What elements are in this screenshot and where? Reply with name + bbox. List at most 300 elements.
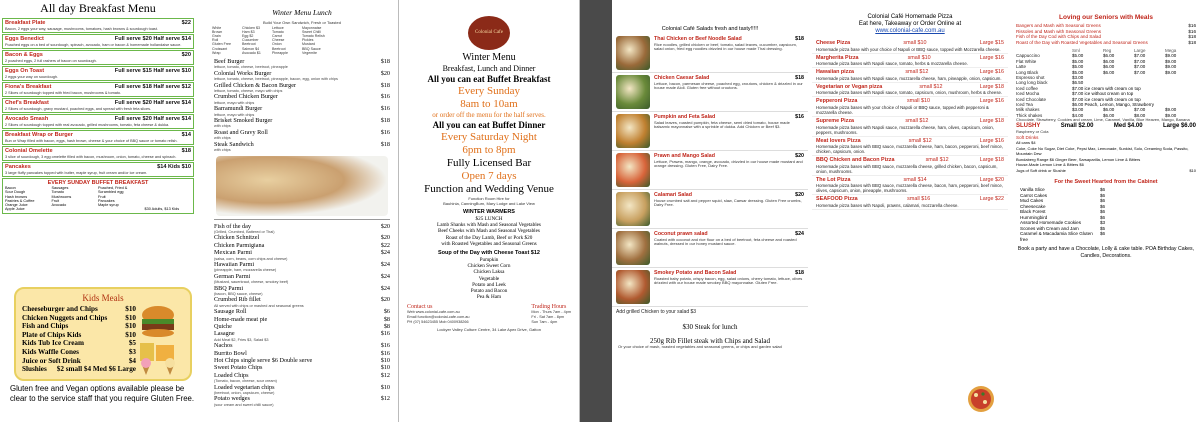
soft-drink-name: All cans $4 xyxy=(1016,140,1036,146)
contact-line: PH (07) 54623455 Mob 0400938266 xyxy=(407,319,469,324)
sunday-buffet-item: $30 Adults, $13 Kids xyxy=(144,207,180,212)
salad-item xyxy=(612,73,808,112)
coffee-cell: $3.00 xyxy=(1072,75,1084,81)
salad-name: Thai Chicken or Beef Noodle Salad xyxy=(654,36,742,42)
sandwich-option xyxy=(332,51,362,55)
sunday-buffet-item: Bacon xyxy=(5,186,16,190)
coffee-cell: $7.00 ice cream with cream on top xyxy=(1072,85,1141,91)
breakfast-item-desc: Poached eggs on a bed of sourdough, spinach, avocado, ham or bacon & homemade hollandaise sauce. xyxy=(5,42,182,47)
cafe-logo: Colonial Cafe xyxy=(468,16,510,50)
sandwich-option: Chicken $3 xyxy=(242,25,260,30)
pizza-large-price: Large $16 xyxy=(979,137,1004,144)
main-row xyxy=(208,223,396,230)
seniors-title: Loving our Seniors with Meals xyxy=(1059,14,1153,21)
senior-meal-price: $16 xyxy=(1188,23,1196,28)
coffee-cell: $7.00 xyxy=(1134,107,1146,113)
breakfast-item-row xyxy=(5,36,191,43)
pizza-column xyxy=(812,0,1008,422)
coffee-cell: Long long black xyxy=(1016,80,1048,86)
warmer-item: Roast of the Day Lamb, Beef or Pork $20 xyxy=(445,234,533,241)
burger-price: $18 xyxy=(380,140,390,148)
senior-meal-name: Roast of the Day with Roasted Vegetables and Seasonal Greens xyxy=(1016,39,1148,45)
burger-row xyxy=(208,117,396,124)
breakfast-item-row xyxy=(5,132,191,139)
winter-column xyxy=(398,0,580,422)
contact-title: Contact us xyxy=(407,304,433,311)
sunday-buffet-grid xyxy=(5,186,191,212)
breakfast-item-price: $18 xyxy=(181,148,191,154)
burger-name: Colonial Works Burger xyxy=(214,69,272,77)
sandwich-header: Build Your Own Sandwich, Fresh or Toasted xyxy=(263,20,341,25)
coffee-cell: $6.00 Peach, Lemon, Mango, Strawberry xyxy=(1072,102,1155,108)
main-price: $16 xyxy=(380,342,390,350)
salad-photo xyxy=(616,114,650,148)
sandwich-option: Gluten Free xyxy=(212,42,231,47)
sunday-buffet-item: Sour Dough xyxy=(5,190,26,195)
sweet-name: Black Forest xyxy=(1020,209,1046,215)
saturday-time: 6pm to 8pm xyxy=(462,144,516,156)
soup-list xyxy=(399,257,579,300)
main-row xyxy=(208,234,396,241)
pizza-large-price: Large $16 xyxy=(979,98,1004,105)
breakfast-item-name: Chef's Breakfast xyxy=(5,100,49,106)
main-desc: (sour cream and sweet chilli sauce) xyxy=(214,402,274,407)
coffee-header-cell: Large xyxy=(1134,48,1146,53)
slushy-large: Large $6.00 xyxy=(1162,122,1196,129)
sunday-buffet-item: Mushrooms xyxy=(51,194,72,199)
soft-drinks-list xyxy=(1012,140,1200,173)
function-areas: Bauhinia, CanningBurn, Mary Lodge and Lake View xyxy=(443,201,535,206)
coffee-cell: $7.00 xyxy=(1134,58,1146,64)
sandwich-option: Pineapple xyxy=(272,50,288,55)
main-price: $10 xyxy=(380,364,390,372)
breakfast-column xyxy=(0,0,196,422)
main-name: Lasagne xyxy=(214,330,235,338)
pizza-row xyxy=(816,196,1004,203)
main-row xyxy=(208,357,396,364)
main-desc: (Tomato, bacon, cheese, sour cream) xyxy=(214,379,277,384)
coffee-cell: $6.00 xyxy=(1103,58,1115,64)
sunday-buffet-item: Scrambled egg xyxy=(98,190,124,195)
salad-name: Pumpkin and Feta Salad xyxy=(654,114,716,120)
pizza-large-price: Large $16 xyxy=(979,54,1004,61)
breakfast-item-name: Breakfast Plate xyxy=(5,20,46,26)
breakfast-item-name: Bacon & Eggs xyxy=(5,52,43,58)
kids-meal-name: Slushies xyxy=(22,365,47,374)
coffee-cell: $5.00 xyxy=(1072,58,1084,64)
main-price: $24 xyxy=(380,284,390,292)
breakfast-item xyxy=(2,114,194,129)
coffee-cell: $6.00 xyxy=(1103,64,1115,70)
sunday-buffet-item: Apple Juice xyxy=(5,207,25,212)
main-row xyxy=(208,395,396,402)
kids-meal-row xyxy=(22,314,136,323)
warmers-title: WINTER WARMERS xyxy=(463,209,515,215)
burger-price: $20 xyxy=(380,69,390,77)
burger-name: Steak Sandwich xyxy=(214,140,254,148)
breakfast-item-row xyxy=(5,148,191,155)
burger-row xyxy=(208,82,396,89)
salad-price: $20 xyxy=(795,153,804,159)
main-row xyxy=(208,323,396,330)
sandwich-option: Wrap xyxy=(212,50,221,55)
pizza-large-price: Large $16 xyxy=(979,69,1004,76)
salad-name: Smokey Potato and Bacon Salad xyxy=(654,270,737,276)
main-row xyxy=(208,330,396,337)
soft-drink-name: Bundaberg Range $6 Ginger Beer, Sarsaparilla, Lemon Lime & Bitters xyxy=(1016,156,1141,162)
kids-meal-name: Juice or Soft Drink xyxy=(22,356,81,365)
main-name: Fish of the day xyxy=(214,222,251,230)
contact-line: Web www.colonial-cafe.com.au xyxy=(407,310,460,315)
pizza-item xyxy=(812,54,1008,69)
breakfast-item-desc: 3 slice of sourdough, 3 egg omelette filled with bacon, mushroom, onion, tomato, cheese and spinach. xyxy=(5,154,177,159)
pizza-desc: Homemade pizza bases with Napoli sauce, tomato, capsicum, onion, mushroom, herbs & cheese. xyxy=(816,90,1003,96)
kids-meals-title: Kids Meals xyxy=(82,293,124,303)
divider xyxy=(214,219,390,220)
coffee-cell: $6.00 xyxy=(1103,107,1115,113)
sweet-price: $6 xyxy=(1100,231,1106,237)
main-desc: All served with chips or mashed and seasonal greens xyxy=(214,303,304,308)
sandwich-option: Tomato Relish xyxy=(302,34,325,38)
breakfast-item xyxy=(2,66,194,81)
sweet-name: Scones with Cream and Jam xyxy=(1020,225,1079,231)
senior-meal-row xyxy=(1012,40,1200,46)
every-saturday: Every Saturday Night xyxy=(441,131,537,143)
burger-row xyxy=(208,141,396,148)
kids-meal-price: $4 xyxy=(128,356,136,365)
main-row xyxy=(208,384,396,391)
pizza-name: Cheese Pizza xyxy=(816,40,851,46)
coffee-cell: $9.00 xyxy=(1165,64,1177,70)
pizza-name: Margherita Pizza xyxy=(816,54,859,61)
coffee-cell: $4.00 xyxy=(1072,112,1084,118)
coffee-cell: $3.00 xyxy=(1072,107,1084,113)
pizza-desc: Homemade pizza bases with BBQ sauce, mozzarella cheese, ham, bacon, pepperoni, beef mince, chicken, capsicum, onion. xyxy=(816,144,1004,155)
kids-meal-row xyxy=(22,357,136,366)
pizza-name: Hawaiian pizza xyxy=(816,69,855,76)
breakfast-item-name: Eggs On Toast xyxy=(5,68,45,74)
pizza-list xyxy=(812,39,1008,210)
coffee-cell: $7.00 xyxy=(1134,64,1146,70)
coffee-cell: Long Black xyxy=(1016,69,1039,75)
winter-subtitle: Breakfast, Lunch and Dinner xyxy=(442,64,536,73)
pizza-row xyxy=(816,118,1004,125)
sunday-time: 8am to 10am xyxy=(460,98,518,110)
salads-title: Colonial Café Salads fresh and tasty!!!!! xyxy=(661,26,759,32)
main-row xyxy=(208,249,396,256)
trading-hours-list xyxy=(531,310,571,324)
main-name: BBQ Parmi xyxy=(214,284,244,292)
salad-name: Prawn and Mango Salad xyxy=(654,153,715,159)
salad-item xyxy=(612,190,808,229)
pizza-small-price: small $12 xyxy=(908,137,932,144)
burger-price: $18 xyxy=(380,117,390,125)
salad-name: Chicken Caesar Salad xyxy=(654,75,710,81)
sweet-title: For the Sweet Hearted from the Cabinet xyxy=(1054,179,1158,186)
function-venue: Function and Wedding Venue xyxy=(424,183,554,195)
main-desc: (Mustard, sauerkraut, cheese, smokey beef) xyxy=(214,280,289,285)
coffee-cell: $5.00 xyxy=(1072,69,1084,75)
pizza-item xyxy=(812,176,1008,196)
coffee-cell: $9.00 xyxy=(1165,58,1177,64)
sweet-price: $6 xyxy=(1100,203,1106,209)
main-price: $12 xyxy=(380,395,390,403)
breakfast-item xyxy=(2,146,194,161)
coffee-cell: $6.00 xyxy=(1103,69,1115,75)
salad-item xyxy=(612,112,808,151)
pizza-large-price: Large $18 xyxy=(979,83,1004,90)
main-name: Burrito Bowl xyxy=(214,349,247,357)
soft-drinks-title: Soft Drinks xyxy=(1016,134,1039,140)
sweet-name: Carrot Cakes xyxy=(1020,192,1048,198)
main-row xyxy=(208,364,396,371)
licensed-bar: Fully Licensed Bar xyxy=(446,157,532,169)
main-row xyxy=(208,273,396,280)
menu-page-right xyxy=(612,0,1200,422)
main-name: Crumbed Rib fillet xyxy=(214,296,261,304)
sandwich-option: Avocado $1 xyxy=(242,50,261,55)
salad-price: $20 xyxy=(795,192,804,198)
kids-meal-row xyxy=(22,365,136,374)
coffee-header-cell: Mega xyxy=(1165,48,1177,53)
sunday-buffet-item: Avocado xyxy=(51,203,67,208)
main-price: $20 xyxy=(380,222,390,230)
pizza-item xyxy=(812,97,1008,117)
pizza-title: Colonial Café Homemade Pizza xyxy=(867,14,953,20)
senior-meal-name: Rissoles and Mash with Seasonal Greens xyxy=(1016,28,1102,34)
breakfast-item-desc: 3 large fluffy pancakes topped with butter, maple syrup, fruit cream and/or ice cream. xyxy=(5,170,148,175)
coffee-cell: Thick shakes xyxy=(1016,112,1043,118)
main-row xyxy=(208,350,396,357)
breakfast-item-row xyxy=(5,68,191,75)
breakfast-item-desc: Bun or Wrap filled with bacon, eggs, hash brown, cheese & your choice of BBQ sauce or tomato relish. xyxy=(5,138,178,143)
breakfast-item xyxy=(2,162,194,177)
main-name: Chicken Schnitzel xyxy=(214,234,260,242)
sandwich-option: Roll xyxy=(212,38,219,43)
coffee-cell: Iced Mocha xyxy=(1016,91,1040,97)
burger-desc: lettuce, tomato, cheese, beetroot, pineapple, bacon, egg, onion with chips xyxy=(214,77,338,82)
pizza-row xyxy=(816,138,1004,145)
coffee-table xyxy=(1012,48,1200,118)
breakfast-item xyxy=(2,98,194,113)
breakfast-item xyxy=(2,34,194,49)
soft-drink-name: Jugs of Soft drink or Slushie xyxy=(1016,167,1066,173)
kids-food-illustration xyxy=(132,303,184,375)
pizza-desc: Homemade pizza base with your choice of Napoli or BBQ sauce, topped with Mozzarella cheese. xyxy=(816,46,1001,52)
coffee-cell: $6.50 xyxy=(1072,80,1084,86)
sandwich-option xyxy=(362,51,392,55)
main-name: Hot Chips single serve $6 Double serve xyxy=(214,357,313,365)
kids-meal-row xyxy=(22,322,136,331)
pizza-small-price: small $12 xyxy=(905,117,929,124)
coffee-cell: Flat White xyxy=(1016,58,1037,64)
main-row xyxy=(208,316,396,323)
salad-body xyxy=(654,75,804,109)
main-price: $12 xyxy=(380,371,390,379)
pizza-row xyxy=(816,69,1004,76)
kids-meal-name: Plate of Chips Kids xyxy=(22,330,82,339)
burger-name: Roast and Gravy Roll xyxy=(214,128,268,136)
salad-desc: Coated with coconut and rice flour on a bed of beetroot, feta cheese and roasted walnuts, dressed in our honey mustard sauce. xyxy=(654,236,797,247)
party-note: Book a party and have a Chocolate, Lolly & cake table. POA Birthday Cakes, Candles, Decorations. xyxy=(1017,246,1195,259)
pizza-desc: Homemade pizza bases with Napoli sauce, mozzarella cheese, ham, olives, capsicum, onion, peppers, mushrooms. xyxy=(816,124,994,135)
soup-item: Potato and Bacon xyxy=(470,288,508,295)
open-days: Open 7 days xyxy=(461,170,517,182)
pizza-desc: Homemade pizza bases with Napoli sauce, mozzarella cheese, ham, pineapple, onion, capsicum. xyxy=(816,75,1002,81)
main-price: $16 xyxy=(380,349,390,357)
main-price: $24 xyxy=(380,272,390,280)
main-name: Sweet Potato Chips xyxy=(214,364,263,372)
pizza-small-price: small $16 xyxy=(907,196,931,203)
burger-name: Brisket Smoked Burger xyxy=(214,117,273,125)
coffee-cell: $7.00 xyxy=(1134,53,1146,59)
senior-meal-price: $16 xyxy=(1188,28,1196,34)
coffee-cell: $9.00 xyxy=(1165,112,1177,118)
burger-desc: with chips xyxy=(214,148,231,153)
kids-meal-name: Chicken Nuggets and Chips xyxy=(22,313,108,322)
breakfast-item-name: Breakfast Wrap or Burger xyxy=(5,132,73,138)
kids-meal-row xyxy=(22,339,136,348)
breakfast-item-desc: 2 Slices of sourdough topped with real avocado, grilled mushrooms, tomato, feta cheese & dukka. xyxy=(5,122,170,127)
pizza-name: SEAFOOD Pizza xyxy=(816,196,858,203)
coffee-cell: $9.00 xyxy=(1165,69,1177,75)
sweet-name: Vanilla Slice xyxy=(1020,187,1045,193)
salad-name: Calamari Salad xyxy=(654,192,692,198)
coffee-cell: $5.00 xyxy=(1072,64,1084,70)
pizza-item xyxy=(812,137,1008,157)
senior-meal-name: Fish of the Day Cod with Chips and Salad xyxy=(1016,34,1102,39)
main-name: Chicken Parmigiana xyxy=(214,241,265,249)
coffee-cell: Milk shakes xyxy=(1016,107,1040,113)
pizza-desc: Homemade pizza bases with Napoli sauce, tomato, herbs & mozzarella cheese. xyxy=(816,61,968,67)
kids-meal-price: $3 xyxy=(128,347,136,356)
burger-price: $16 xyxy=(380,93,390,101)
breakfast-item-price: $22 xyxy=(181,20,191,26)
coffee-cell: Latte xyxy=(1016,64,1027,70)
sweet-name: Assorted Homemade Cookies xyxy=(1020,220,1082,226)
soup-item: Pumpkin xyxy=(479,257,499,264)
main-desc: (salsa, corn, beans, corn chips and cheese) xyxy=(214,256,288,261)
kids-meals-box xyxy=(14,287,192,381)
salad-body xyxy=(654,231,804,265)
contact-line: Email function@colonial-cafe.com.au xyxy=(407,315,470,320)
breakfast-item-row xyxy=(5,84,191,91)
main-desc: Add Meat $2, Fries $3, Salad $3 xyxy=(214,337,269,342)
main-desc: (Grilled, Crumbed, Battered or Thai) xyxy=(214,229,275,234)
breakfast-item-price: Full serve $18 Half serve $12 xyxy=(114,84,191,90)
salad-price: $18 xyxy=(795,270,804,276)
soup-item: Vegetable xyxy=(478,275,500,282)
salad-body xyxy=(654,114,804,148)
trading-hours-title: Trading Hours xyxy=(531,304,567,311)
pizza-row xyxy=(816,98,1004,105)
slushy-med: Med $4.00 xyxy=(1113,122,1143,129)
seniors-list xyxy=(1012,23,1200,45)
pizza-desc: Homemade pizza bases with BBQ sauce, mozzarella cheese, bacon, ham, pepperoni, beef mince, olives, capsicum, onion, pineapple, mushrooms. xyxy=(816,183,1004,194)
warmer-item: with Roasted Vegetables and Seasonal Greens xyxy=(441,240,537,247)
breakfast-item-price: Full serve $20 Half serve $14 xyxy=(114,36,191,42)
soup-title: Soup of the Day with Cheese Toast $12 xyxy=(438,250,540,257)
salad-desc: Lettuce, bacon, parmesan cheese, poached egg, croutons, chicken & drizzled in our house made Aioli. Gluten free without croutons. xyxy=(654,80,803,91)
sunday-buffet-item: Orange Juice xyxy=(5,203,28,208)
salad-item xyxy=(612,34,808,73)
sandwich-option: White xyxy=(212,25,222,30)
pizza-web-link[interactable]: www.colonial-cafe.com.au xyxy=(875,28,945,34)
salad-price: $16 xyxy=(795,114,804,120)
sweet-list xyxy=(1012,187,1200,242)
pizza-large-price: Large $18 xyxy=(979,157,1004,164)
breakfast-item-name: Pancakes xyxy=(5,164,31,170)
main-row xyxy=(208,372,396,379)
salad-photo xyxy=(616,36,650,70)
steak-desc: Or your choice of mash, roasted vegetables and seasonal greens, or chips and garden salad xyxy=(618,344,782,349)
main-price: $6 xyxy=(383,308,390,316)
sandwich-option: Ham $3 xyxy=(242,29,255,34)
salad-photo xyxy=(616,153,650,187)
salad-item xyxy=(612,229,808,268)
main-name: Hawaiian Parmi xyxy=(214,260,255,268)
kids-meal-price: $10 xyxy=(125,330,136,339)
senior-meal-price: $18 xyxy=(1188,34,1196,39)
salads-column xyxy=(612,0,808,422)
sandwich-option: Cheese xyxy=(272,38,285,43)
coffee-cell: Iced coffee xyxy=(1016,85,1038,91)
pizza-illustration xyxy=(964,384,998,414)
pizza-small-price: small $12 xyxy=(905,69,929,76)
contact-list xyxy=(407,310,470,324)
slushy-small: Small $2.00 xyxy=(1060,122,1094,129)
soft-drink-name: Coke, Coke No Sugar, Diet Coke, Pepsi Max, Lemonade, Sunkist, Solo, Creaming Soda, Passito, Mountain Dew xyxy=(1016,145,1189,157)
sunday-buffet-item xyxy=(98,207,145,211)
salad-list xyxy=(612,34,808,307)
pizza-large-price: Large $20 xyxy=(979,176,1004,183)
contact-section xyxy=(399,304,579,324)
kids-meal-row xyxy=(22,348,136,357)
breakfast-item-name: Eggs Benedict xyxy=(5,36,44,42)
burger-price: $16 xyxy=(380,105,390,113)
salad-desc: Roasted baby potato, crispy bacon, egg, salad onions, cherry tomato, lettuce, olives drizzled with our house made smokey BBQ mayonnaise. Gluten Free. xyxy=(654,275,803,286)
add-chicken-note: Add grilled Chicken to your salad $3 xyxy=(616,309,697,315)
gluten-free-note: Gluten free and Vegan options available please be clear to the service staff that you require Gluten Free. xyxy=(10,384,195,403)
salad-item xyxy=(612,151,808,190)
pizza-name: Vegetarian or Vegan pizza xyxy=(816,83,883,90)
sandwich-option: Egg $2 xyxy=(242,34,254,38)
pizza-item xyxy=(812,156,1008,176)
sandwich-option: Vegemite xyxy=(302,50,317,55)
main-price: $22 xyxy=(380,241,390,249)
kids-meal-price: $10 xyxy=(125,313,136,322)
sweet-name: Cheesecake xyxy=(1020,203,1046,209)
coffee-cell: Cappuccino xyxy=(1016,53,1040,59)
sunday-buffet-item: Fruit xyxy=(98,194,106,199)
coffee-cell: $6.00 xyxy=(1103,53,1115,59)
salad-desc: House crumbed salt and pepper squid, slaw, Caesar dressing. Gluten Free crumbs, Dairy Free. xyxy=(654,197,802,208)
main-row xyxy=(208,242,396,249)
sunday-buffet-item: Fruit xyxy=(51,198,60,203)
pizza-large-price: Large $18 xyxy=(979,117,1004,124)
soft-drink-price: $10 xyxy=(1189,167,1196,173)
sandwich-option: Croissant xyxy=(212,46,228,51)
breakfast-item-price: Full serve $20 Half serve $14 xyxy=(114,116,191,122)
sunday-buffet-box xyxy=(2,178,194,214)
sandwich-option: Carrot xyxy=(272,34,282,38)
coffee-cell: $7.00 ice without cream on top xyxy=(1072,91,1134,97)
sandwich-option: Mustard xyxy=(302,42,315,47)
breakfast-item-desc: 2 Slices of sourdough, gravy mustard, poached eggs, and spread with fresh feta slices. xyxy=(5,106,152,111)
sunday-buffet-item: Maple syrup xyxy=(98,203,119,208)
main-name: Sausage Roll xyxy=(214,308,247,316)
main-price: $20 xyxy=(380,234,390,242)
